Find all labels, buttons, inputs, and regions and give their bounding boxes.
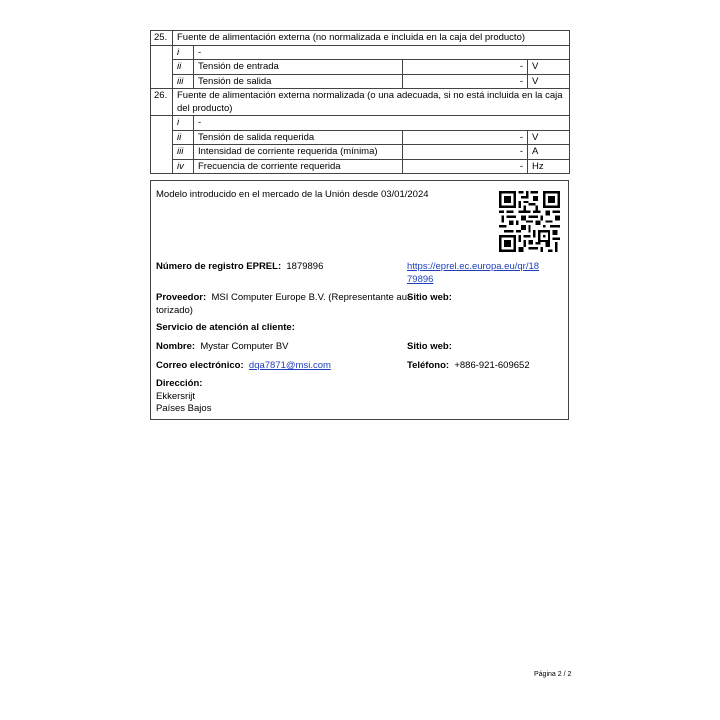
row-label: Frecuencia de corriente requerida: [194, 159, 403, 174]
row-value: -: [403, 60, 528, 75]
supplier-row: Proveedor: MSI Computer Europe B.V. (Representante au- torizado): [156, 292, 411, 316]
row-unit: V: [528, 60, 570, 75]
row-index: i: [173, 45, 194, 60]
row-index: ii: [173, 60, 194, 75]
row-number: 25.: [151, 31, 173, 46]
supplier-web-label: Sitio web:: [407, 292, 452, 303]
page-number: Página 2 / 2: [534, 671, 572, 678]
row-title: Fuente de alimentación externa normalizada (o una adecuada, si no está incluida en la caja del producto): [173, 89, 570, 116]
table-row: [151, 145, 570, 160]
market-date-text: Modelo introducido en el mercado de la Unión desde 03/01/2024: [156, 189, 429, 200]
row-label: Intensidad de corriente requerida (mínima): [194, 145, 403, 160]
row-index: iii: [173, 74, 194, 89]
eprel-link[interactable]: https://eprel.ec.europa.eu/qr/18 79896: [407, 261, 540, 285]
eprel-row: Número de registro EPREL: 1879896: [156, 261, 324, 272]
row-unit: V: [528, 74, 570, 89]
table-row: [151, 89, 570, 116]
row-title: Fuente de alimentación externa (no normalizada e incluida en la caja del producto): [173, 31, 570, 46]
table-row: [151, 130, 570, 145]
table-row: [151, 74, 570, 89]
table-row: [151, 159, 570, 174]
row-value: -: [403, 74, 528, 89]
row-value: -: [403, 159, 528, 174]
row-number: 26.: [151, 89, 173, 116]
cs-web-label: Sitio web:: [407, 341, 452, 352]
row-unit: V: [528, 130, 570, 145]
table-row: [151, 116, 570, 131]
row-label: -: [194, 45, 570, 60]
row-label: Tensión de entrada: [194, 60, 403, 75]
row-unit: A: [528, 145, 570, 160]
row-index: iv: [173, 159, 194, 174]
row-index: ii: [173, 130, 194, 145]
address-block: Dirección: Ekkersrijt Países Bajos: [156, 378, 212, 414]
table-row: [151, 31, 570, 46]
row-index: i: [173, 116, 194, 131]
email-row: Correo electrónico: dqa7871@msi.com: [156, 360, 331, 371]
row-index: iii: [173, 145, 194, 160]
row-value: -: [403, 145, 528, 160]
email-link[interactable]: dqa7871@msi.com: [248, 360, 331, 371]
customer-service-label: Servicio de atención al cliente:: [156, 322, 295, 333]
table-row: [151, 45, 570, 60]
name-row: Nombre: Mystar Computer BV: [156, 341, 289, 352]
row-label: Tensión de salida requerida: [194, 130, 403, 145]
row-value: -: [403, 130, 528, 145]
row-unit: Hz: [528, 159, 570, 174]
table-row: [151, 60, 570, 75]
supplier-info-box: [150, 180, 569, 420]
row-label: -: [194, 116, 570, 131]
spec-table: [150, 30, 570, 174]
row-label: Tensión de salida: [194, 74, 403, 89]
phone-row: Teléfono: +886-921-609652: [407, 360, 530, 371]
qr-code-icon: [499, 191, 560, 252]
